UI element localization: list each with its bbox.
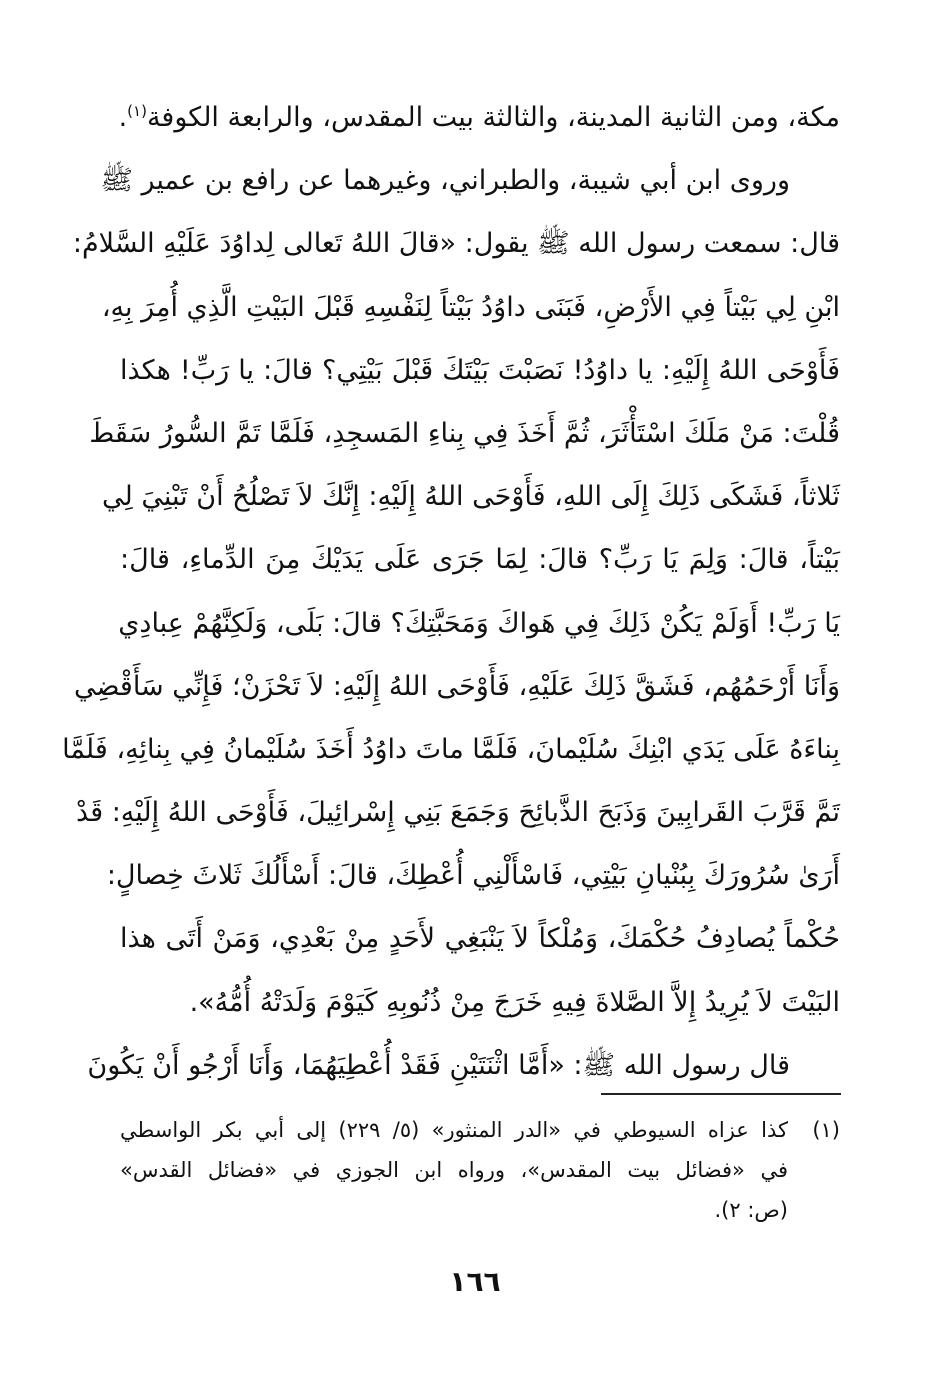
footnote-line-3: (ص: ٢). <box>714 1198 788 1222</box>
text-line-10: وَأَنَا أَرْحَمُهُم، فَشَقَّ ذَلِكَ عَلَيْهِ، فَأَوْحَى اللهُ إِلَيْهِ: لاَ تَحْزَنْ؛ فَإِنِّي سَأَقْضِي <box>74 670 840 702</box>
text-line-1: مكة، ومن الثانية المدينة، والثالثة بيت المقدس، والرابعة الكوفة$^{(١)}$. <box>118 102 840 133</box>
footnote-reference: (١) <box>127 102 147 120</box>
text-line-2: وروى ابن أبي شيبة، والطبراني، وغيرهما عن رافع بن عمير ﷺ <box>100 165 790 197</box>
footnote-line-2: في «فضائل بيت المقدس»، ورواه ابن الجوزي في «فضائل القدس» <box>120 1158 788 1182</box>
text-line-5: فَأَوْحَى اللهُ إِلَيْهِ: يا داوُدُ! نَصَبْتَ بَيْتَكَ قَبْلَ بَيْتِي؟ قالَ: يا رَبِّ! هكذا <box>120 354 840 386</box>
footnote-line-1: (١)كذا عزاه السيوطي في «الدر المنثور» (٥/ ٢٢٩) إلى أبي بكر الواسطي <box>120 1110 840 1150</box>
text-line-12: تَمَّ قَرَّبَ القَرابِينَ وَذَبَحَ الذَّبائِحَ وَجَمَعَ بَنِي إِسْرائِيلَ، فَأَوْحَى اللهُ إِلَيْهِ: قَدْ <box>76 797 840 829</box>
text-line-9: يَا رَبِّ! أَوَلَمْ يَكُنْ ذَلِكَ فِي هَواكَ وَمَحَبَّتِكَ؟ قالَ: بَلَى، وَلَكِنَّهُمْ عِبادِي <box>118 607 840 639</box>
footnote-separator <box>601 1093 841 1095</box>
text-line-8: بَيْتاً، قالَ: وَلِمَ يَا رَبِّ؟ قالَ: لِمَا جَرَى عَلَى يَدَيْكَ مِنَ الدِّماءِ، قالَ: <box>120 544 840 576</box>
text-line-7: ثَلاثاً، فَشَكَى ذَلِكَ إِلَى اللهِ، فَأَوْحَى اللهُ إِلَيْهِ: إِنَّكَ لاَ تَصْلُحُ أَنْ تَبْنِيَ لِي <box>102 481 840 513</box>
text-line-3: قال: سمعت رسول الله ﷺ يقول: «قالَ اللهُ تَعالى لِداوُدَ عَلَيْهِ السَّلامُ: <box>72 228 840 260</box>
text-line-14: حُكْماً يُصادِفُ حُكْمَكَ، وَمُلْكاً لاَ يَنْبَغِي لأَحَدٍ مِنْ بَعْدِي، وَمَنْ أَتَى هذا <box>120 923 840 955</box>
text-line-4: ابْنِ لِي بَيْتاً فِي الأَرْضِ، فَبَنَى داوُدُ بَيْتاً لِنَفْسِهِ قَبْلَ البَيْتِ الَّذِي أُمِرَ بِهِ، <box>101 291 840 323</box>
footnote-number: (١) <box>812 1118 840 1142</box>
text-line-11: بِناءَهُ عَلَى يَدَي ابْنِكَ سُلَيْمانَ، فَلَمَّا ماتَ داوُدُ أَخَذَ سُلَيْمانُ فِي بِنائِهِ، فَلَمَّا <box>62 733 840 765</box>
text-line-16: قال رسول الله ﷺ: «أَمَّا اثْنَتَيْنِ فَقَدْ أُعْطِيَهُمَا، وَأَنَا أَرْجُو أَنْ يَكُونَ <box>87 1049 790 1081</box>
text-line-15: البَيْتَ لاَ يُرِيدُ إِلاَّ الصَّلاةَ فِيهِ خَرَجَ مِنْ ذُنُوبِهِ كَيَوْمَ وَلَدَتْهُ أُمُّهُ». <box>189 986 840 1018</box>
page-number: ١٦٦ <box>449 1265 501 1298</box>
text-line-13: أَرَىٰ سُرُورَكَ بِبُنْيانِ بَيْتِي، فَاسْأَلْنِي أُعْطِكَ، قالَ: أَسْأَلُكَ ثَلاثَ خِصالٍ: <box>106 860 840 892</box>
text-line-6: قُلْتَ: مَنْ مَلَكَ اسْتَأْثَرَ، ثُمَّ أَخَذَ فِي بِناءِ المَسجِدِ، فَلَمَّا تَمَّ السُّورُ سَقَطَ <box>89 417 840 449</box>
footnote <box>120 1110 840 1230</box>
main-text <box>62 86 840 1097</box>
